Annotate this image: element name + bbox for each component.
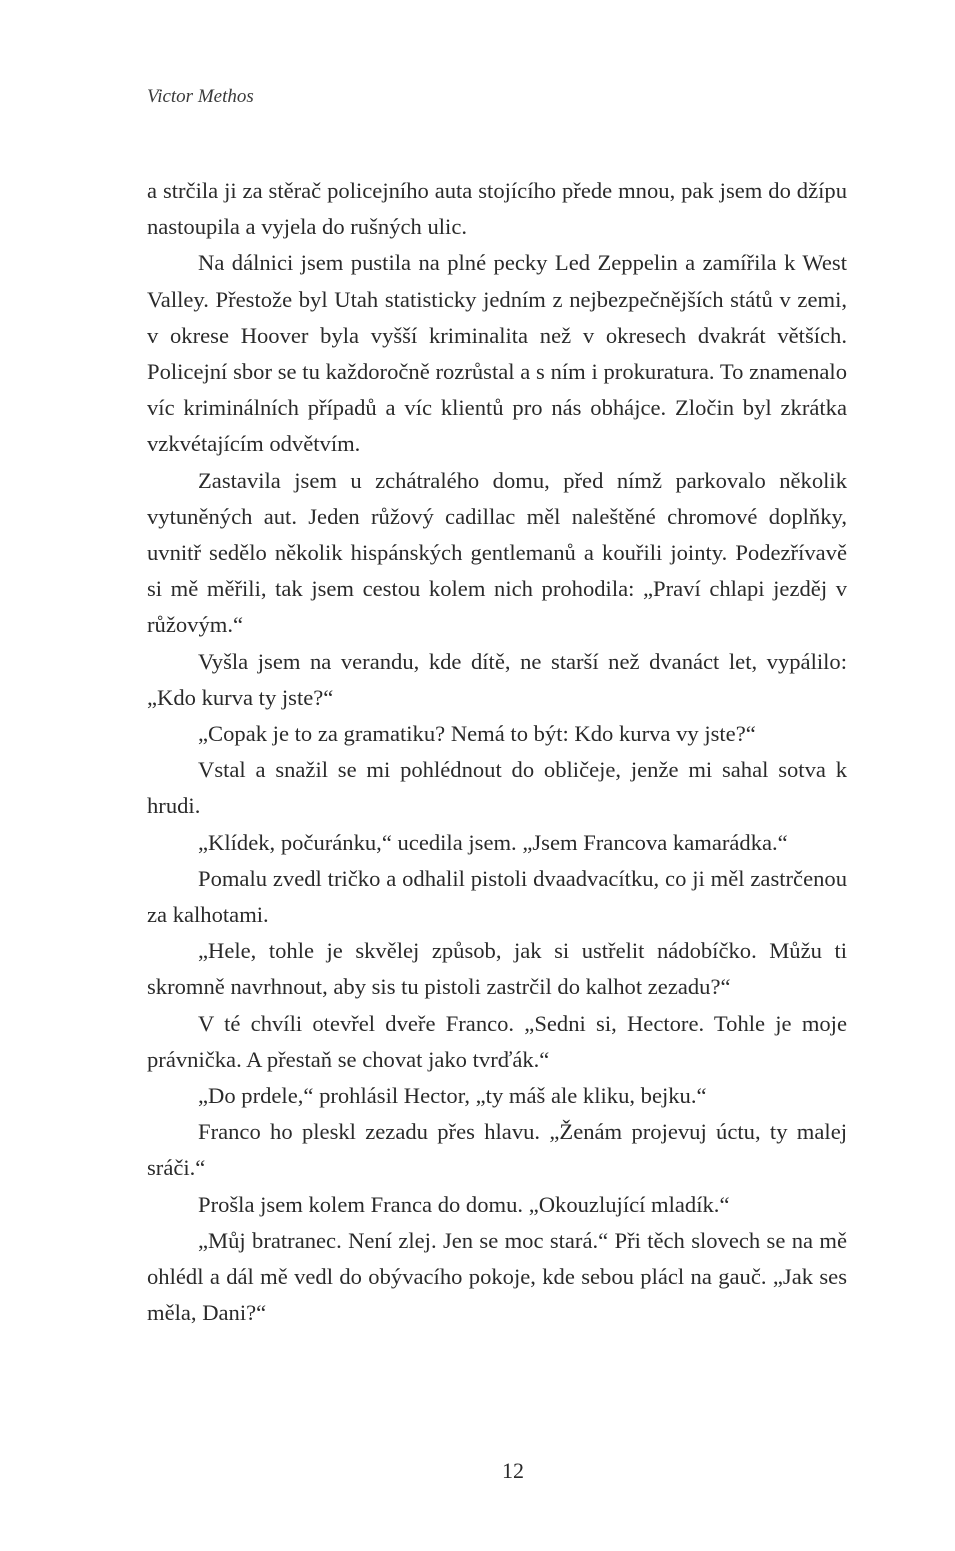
- paragraph: „Hele, tohle je skvělej způsob, jak si ustřelit nádobíčko. Můžu ti skromně navrhnout, aby sis tu pistoli zastrčil do kalhot zezadu?“: [147, 938, 847, 1000]
- paragraph: „Můj bratranec. Není zlej. Jen se moc stará.“ Při těch slovech se na mě ohlédl a dál mě vedl do obývacího pokoje, kde sebou plácl na gauč. „Jak ses měla, Dani?“: [147, 1227, 847, 1326]
- paragraph: Prošla jsem kolem Franca do domu. „Okouzlující mladík.“: [198, 1191, 730, 1217]
- paragraph: Zastavila jsem u zchátralého domu, před nímž parkovalo několik vytuněných aut. Jeden růžový cadillac měl naleštěné chromové doplňky, uvnitř sedělo několik hispánských gentlemanů a kouřili jointy. Podezřívavě si mě měřili, tak jsem cestou kolem nich prohodila: „Praví chlapi jezděj v růžovým.“: [147, 467, 847, 638]
- paragraph: „Do prdele,“ prohlásil Hector, „ty máš ale kliku, bejku.“: [198, 1083, 707, 1109]
- running-head: Victor Methos: [147, 86, 254, 107]
- paragraph: „Klídek, počuránku,“ ucedila jsem. „Jsem Francova kamarádka.“: [198, 829, 788, 855]
- paragraph: a strčila ji za stěrač policejního auta stojícího přede mnou, pak jsem do džípu nastoupila a vyjela do rušných ulic.: [147, 178, 847, 240]
- paragraph: Pomalu zvedl tričko a odhalil pistoli dvaadvacítku, co ji měl zastrčenou za kalhotami.: [147, 865, 847, 928]
- page-number-row: [0, 1458, 955, 1484]
- paragraph: Vyšla jsem na verandu, kde dítě, ne starší než dvanáct let, vypálilo: „Kdo kurva ty jste?“: [147, 648, 847, 710]
- paragraph: Vstal a snažil se mi pohlédnout do obličeje, jenže mi sahal sotva k hrudi.: [147, 757, 847, 819]
- paragraph: Na dálnici jsem pustila na plné pecky Led Zeppelin a zamířila k West Valley. Přestože byl Utah statisticky jedním z nejbezpečnějších států v zemi, v okrese Hoover byla vyšší kriminalita než v okresech dvakrát větších. Policejní sbor se tu každoročně rozrůstal a s ním i prokuratura. To znamenalo víc kriminálních případů a víc klientů pro nás obhájce. Zločin byl zkrátka vzkvétajícím odvětvím.: [147, 250, 847, 457]
- body-text: [147, 173, 847, 1332]
- paragraph: „Copak je to za gramatiku? Nemá to být: Kdo kurva vy jste?“: [198, 721, 756, 747]
- paragraph: V té chvíli otevřel dveře Franco. „Sedni si, Hectore. Tohle je moje právnička. A přestaň se chovat jako tvrďák.“: [147, 1010, 847, 1072]
- paragraph: Franco ho pleskl zezadu přes hlavu. „Ženám projevuj úctu, ty malej sráči.“: [147, 1119, 847, 1181]
- page-number: 12: [502, 1458, 524, 1483]
